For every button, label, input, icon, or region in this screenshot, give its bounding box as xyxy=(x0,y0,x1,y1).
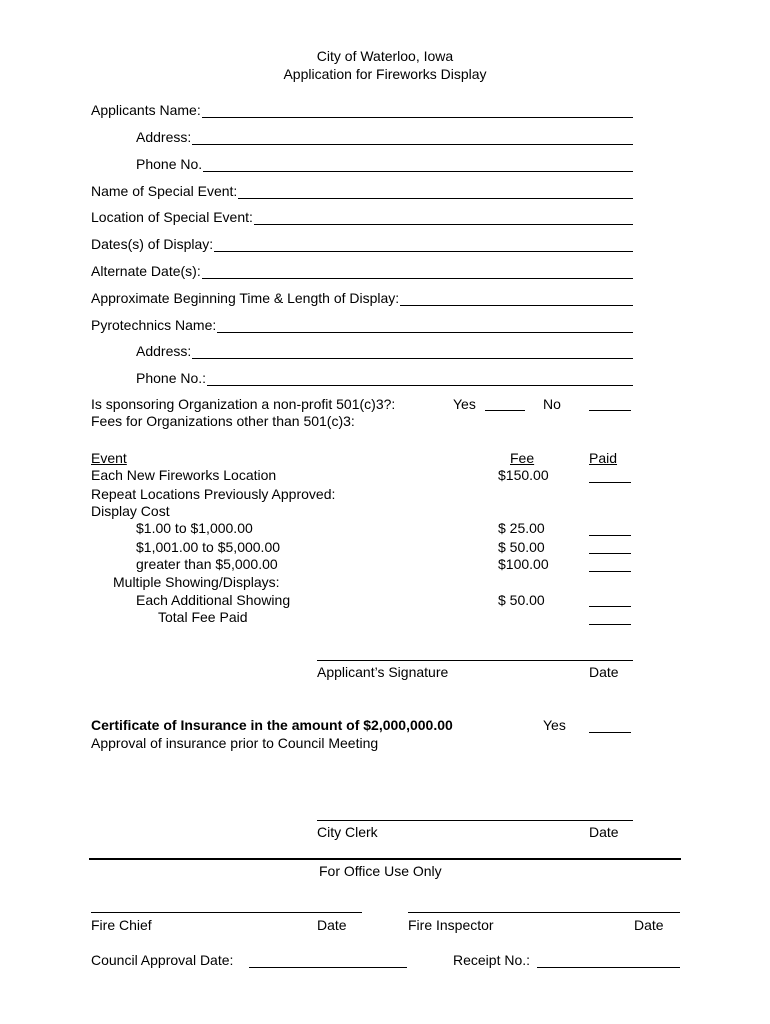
pyrotechnics-address-field[interactable] xyxy=(136,341,633,359)
event-name-line[interactable] xyxy=(238,184,633,199)
pyrotechnics-name-label: Pyrotechnics Name: xyxy=(91,317,217,333)
fee-table-fee-header: Fee xyxy=(510,450,535,466)
fee-row-paid-line[interactable] xyxy=(589,482,631,483)
council-approval-label: Council Approval Date: xyxy=(91,952,234,968)
city-clerk-label: City Clerk xyxy=(317,824,378,840)
fee-row-paid-line[interactable] xyxy=(589,553,631,554)
nonprofit-yes-label: Yes xyxy=(453,396,476,412)
pyrotechnics-address-label: Address: xyxy=(136,343,192,359)
pyrotechnics-phone-label: Phone No.: xyxy=(136,370,207,386)
fee-row-label: Each Additional Showing xyxy=(136,592,291,608)
event-location-line[interactable] xyxy=(254,210,633,225)
total-fee-paid-line[interactable] xyxy=(589,624,631,625)
fees-note: Fees for Organizations other than 501(c)3: xyxy=(91,413,355,429)
display-dates-line[interactable] xyxy=(214,237,633,252)
applicant-address-field[interactable] xyxy=(136,127,633,145)
alternate-dates-field[interactable] xyxy=(91,261,633,279)
alternate-dates-line[interactable] xyxy=(202,264,633,279)
city-clerk-date-label: Date xyxy=(589,824,619,840)
insurance-yes-label: Yes xyxy=(543,717,566,733)
fee-row-amount: $ 25.00 xyxy=(498,520,545,536)
insurance-certificate-text: Certificate of Insurance in the amount of $2,000,000.00 xyxy=(91,717,453,733)
office-use-heading: For Office Use Only xyxy=(319,863,442,879)
approx-time-field[interactable] xyxy=(91,288,633,306)
alternate-dates-label: Alternate Date(s): xyxy=(91,263,201,279)
fee-row-paid-line[interactable] xyxy=(589,606,631,607)
fire-chief-label: Fire Chief xyxy=(91,917,152,933)
applicant-phone-label: Phone No. xyxy=(136,156,203,172)
city-clerk-signature-line[interactable] xyxy=(317,820,633,821)
pyrotechnics-name-field[interactable] xyxy=(91,315,633,333)
event-location-label: Location of Special Event: xyxy=(91,209,253,225)
fee-row-label: Each New Fireworks Location xyxy=(91,467,277,483)
fee-row-label: $1,001.00 to $5,000.00 xyxy=(136,539,281,555)
approx-time-line[interactable] xyxy=(400,291,633,306)
fee-row-amount: $150.00 xyxy=(498,467,549,483)
fire-chief-signature-line[interactable] xyxy=(91,912,362,913)
fee-row-label: Repeat Locations Previously Approved: xyxy=(91,486,336,502)
insurance-approval-text: Approval of insurance prior to Council Meeting xyxy=(91,735,379,751)
event-location-field[interactable] xyxy=(91,207,633,225)
pyrotechnics-address-line[interactable] xyxy=(192,344,633,359)
fee-table-paid-header: Paid xyxy=(589,450,618,466)
approx-time-label: Approximate Beginning Time & Length of Display: xyxy=(91,290,400,306)
fee-row-label: Display Cost xyxy=(91,503,170,519)
form-city-heading: City of Waterloo, Iowa xyxy=(316,48,454,64)
fire-inspector-signature-line[interactable] xyxy=(408,912,680,913)
office-use-divider xyxy=(89,858,681,860)
fee-row-label: Multiple Showing/Displays: xyxy=(113,574,280,590)
receipt-no-line[interactable] xyxy=(537,967,680,968)
fee-row-paid-line[interactable] xyxy=(589,535,631,536)
nonprofit-no-line[interactable] xyxy=(589,410,631,411)
fee-row-amount: $ 50.00 xyxy=(498,592,545,608)
fee-row-label: Total Fee Paid xyxy=(158,609,248,625)
fee-row-label: greater than $5,000.00 xyxy=(136,556,278,572)
event-name-field[interactable] xyxy=(91,181,633,199)
nonprofit-yes-line[interactable] xyxy=(485,410,525,411)
fee-row-paid-line[interactable] xyxy=(589,571,631,572)
pyrotechnics-phone-line[interactable] xyxy=(207,371,633,386)
applicants-name-label: Applicants Name: xyxy=(91,102,201,118)
fee-row-label: $1.00 to $1,000.00 xyxy=(136,520,253,536)
applicant-signature-date-label: Date xyxy=(589,664,619,680)
fee-row-amount: $100.00 xyxy=(498,556,549,572)
applicant-address-label: Address: xyxy=(136,129,192,145)
fire-inspector-date-label: Date xyxy=(634,917,664,933)
fire-inspector-label: Fire Inspector xyxy=(408,917,494,933)
applicant-signature-label: Applicant’s Signature xyxy=(317,664,449,680)
fee-row-amount: $ 50.00 xyxy=(498,539,545,555)
fee-table-event-header: Event xyxy=(91,450,127,466)
applicant-phone-field[interactable] xyxy=(136,154,633,172)
pyrotechnics-name-line[interactable] xyxy=(217,318,633,333)
fire-chief-date-label: Date xyxy=(317,917,347,933)
receipt-no-label: Receipt No.: xyxy=(453,952,531,968)
display-dates-field[interactable] xyxy=(91,234,633,252)
applicant-signature-line[interactable] xyxy=(317,660,633,661)
applicants-name-line[interactable] xyxy=(202,103,633,118)
applicants-name-field[interactable] xyxy=(91,100,633,118)
nonprofit-no-label: No xyxy=(543,396,561,412)
nonprofit-question: Is sponsoring Organization a non-profit 501(c)3?: xyxy=(91,396,396,412)
applicant-address-line[interactable] xyxy=(192,130,633,145)
event-name-label: Name of Special Event: xyxy=(91,183,238,199)
form-title: Application for Fireworks Display xyxy=(283,66,487,82)
applicant-phone-line[interactable] xyxy=(203,157,633,172)
council-approval-line[interactable] xyxy=(249,967,407,968)
insurance-yes-line[interactable] xyxy=(589,732,631,733)
pyrotechnics-phone-field[interactable] xyxy=(136,368,633,386)
display-dates-label: Dates(s) of Display: xyxy=(91,236,214,252)
